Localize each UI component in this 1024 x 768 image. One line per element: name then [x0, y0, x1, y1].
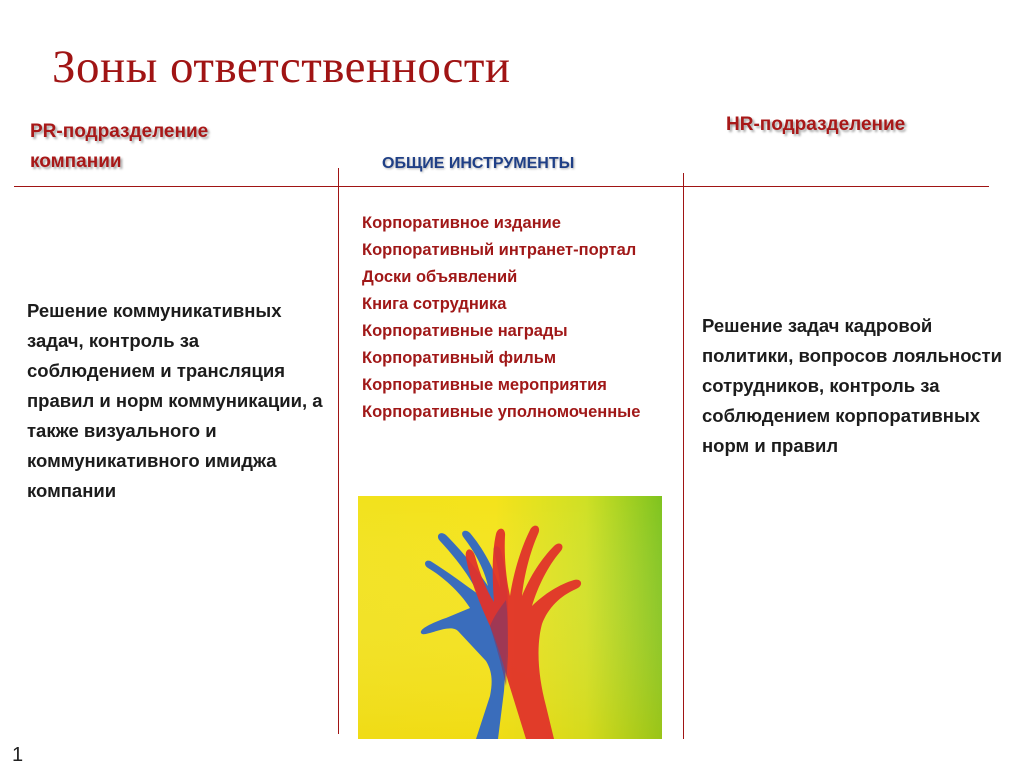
pr-department-header: PR-подразделение компании [30, 121, 209, 172]
tools-list-item: Корпоративное издание [362, 214, 561, 232]
column-divider-left [338, 168, 339, 734]
pr-responsibilities-text: Решение коммуникативных задач, контроль за соблюдением и трансляция правил и норм коммуникации, а также визуального и коммуникативного имиджа компании [27, 300, 323, 501]
tools-list [362, 210, 677, 426]
painted-hands-image [358, 496, 662, 739]
header-divider [14, 186, 989, 187]
page-number: 1 [12, 744, 24, 766]
tools-list-item: Корпоративные награды [362, 322, 568, 340]
tools-list-item: Корпоративные уполномоченные [362, 403, 641, 421]
column-divider-right [683, 173, 684, 739]
tools-list-item: Корпоративные мероприятия [362, 376, 607, 394]
tools-list-item: Книга сотрудника [362, 295, 507, 313]
slide-title: Зоны ответственности [52, 41, 511, 93]
tools-list-item: Доски объявлений [362, 268, 518, 286]
tools-list-item: Корпоративный интранет-портал [362, 241, 637, 259]
tools-list-item: Корпоративный фильм [362, 349, 557, 367]
common-tools-header: ОБЩИЕ ИНСТРУМЕНТЫ [382, 155, 575, 172]
hr-responsibilities-text: Решение задач кадровой политики, вопросов лояльности сотрудников, контроль за соблюдением корпоративных норм и правил [702, 315, 1002, 456]
hr-department-header: HR-подразделение [726, 114, 906, 135]
